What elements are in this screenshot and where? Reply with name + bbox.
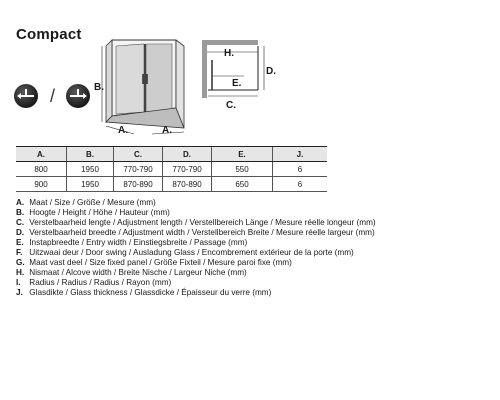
table-cell: 870-890	[114, 177, 163, 192]
rotate-right-icon	[66, 84, 90, 108]
table-cell: 1950	[67, 162, 114, 177]
label-a-right: A.	[162, 125, 172, 136]
column-header: C.	[114, 147, 163, 162]
column-header: A.	[16, 147, 67, 162]
legend-item: I. Radius / Radius / Radius / Rayon (mm)	[16, 278, 172, 287]
column-header: B.	[67, 147, 114, 162]
table-cell: 800	[16, 162, 67, 177]
dimension-table	[16, 146, 327, 192]
table-cell: 6	[273, 162, 328, 177]
table-cell: 550	[212, 162, 273, 177]
table-cell: 900	[16, 177, 67, 192]
table-cell: 1950	[67, 177, 114, 192]
column-header: E.	[212, 147, 273, 162]
legend-item: A. Maat / Size / Größe / Mesure (mm)	[16, 198, 156, 207]
legend-item: H. Nismaat / Alcove width / Breite Nische / Largeur Niche (mm)	[16, 268, 247, 277]
legend-item: B. Hoogte / Height / Höhe / Hauteur (mm)	[16, 208, 170, 217]
door-direction-icons	[14, 84, 94, 110]
legend-item: J. Glasdikte / Glass thickness / Glassdicke / Épaisseur du verre (mm)	[16, 288, 272, 297]
label-a-left: A.	[118, 125, 128, 136]
table-row	[16, 177, 327, 192]
table-cell: 770-790	[114, 162, 163, 177]
label-c: C.	[226, 100, 236, 111]
label-e: E.	[232, 78, 242, 89]
shower-plan-diagram	[196, 34, 288, 114]
label-h: H.	[224, 48, 234, 59]
legend-item: E. Instapbreedte / Entry width / Einstiegsbreite / Passage (mm)	[16, 238, 248, 247]
legend-item: D. Verstelbaarheid breedte / Adjustment width / Verstellbereich Breite / Mesure réelle largeur (mm)	[16, 228, 375, 237]
shower-perspective-diagram	[96, 36, 192, 138]
table-cell: 650	[212, 177, 273, 192]
table-cell: 6	[273, 177, 328, 192]
legend-item: C. Verstelbaarheid lengte / Adjustment length / Verstellbereich Länge / Mesure réelle longeur (mm)	[16, 218, 376, 227]
legend	[16, 198, 486, 298]
table-cell: 770-790	[163, 162, 212, 177]
page-title: Compact	[16, 26, 82, 43]
label-b: B.	[94, 82, 104, 93]
legend-item: G. Maat vast deel / Size fixed panel / Größe Fixteil / Mesure paroi fixe (mm)	[16, 258, 292, 267]
icon-separator: /	[50, 86, 56, 106]
rotate-left-icon	[14, 84, 38, 108]
legend-item: F. Uitzwaai deur / Door swing / Ausladung Glass / Encombrement extérieur de la porte (mm)	[16, 248, 354, 257]
table-row	[16, 162, 327, 177]
table-cell: 870-890	[163, 177, 212, 192]
column-header: J.	[273, 147, 328, 162]
column-header: D.	[163, 147, 212, 162]
label-d: D.	[266, 66, 276, 77]
table-header-row	[16, 147, 327, 162]
